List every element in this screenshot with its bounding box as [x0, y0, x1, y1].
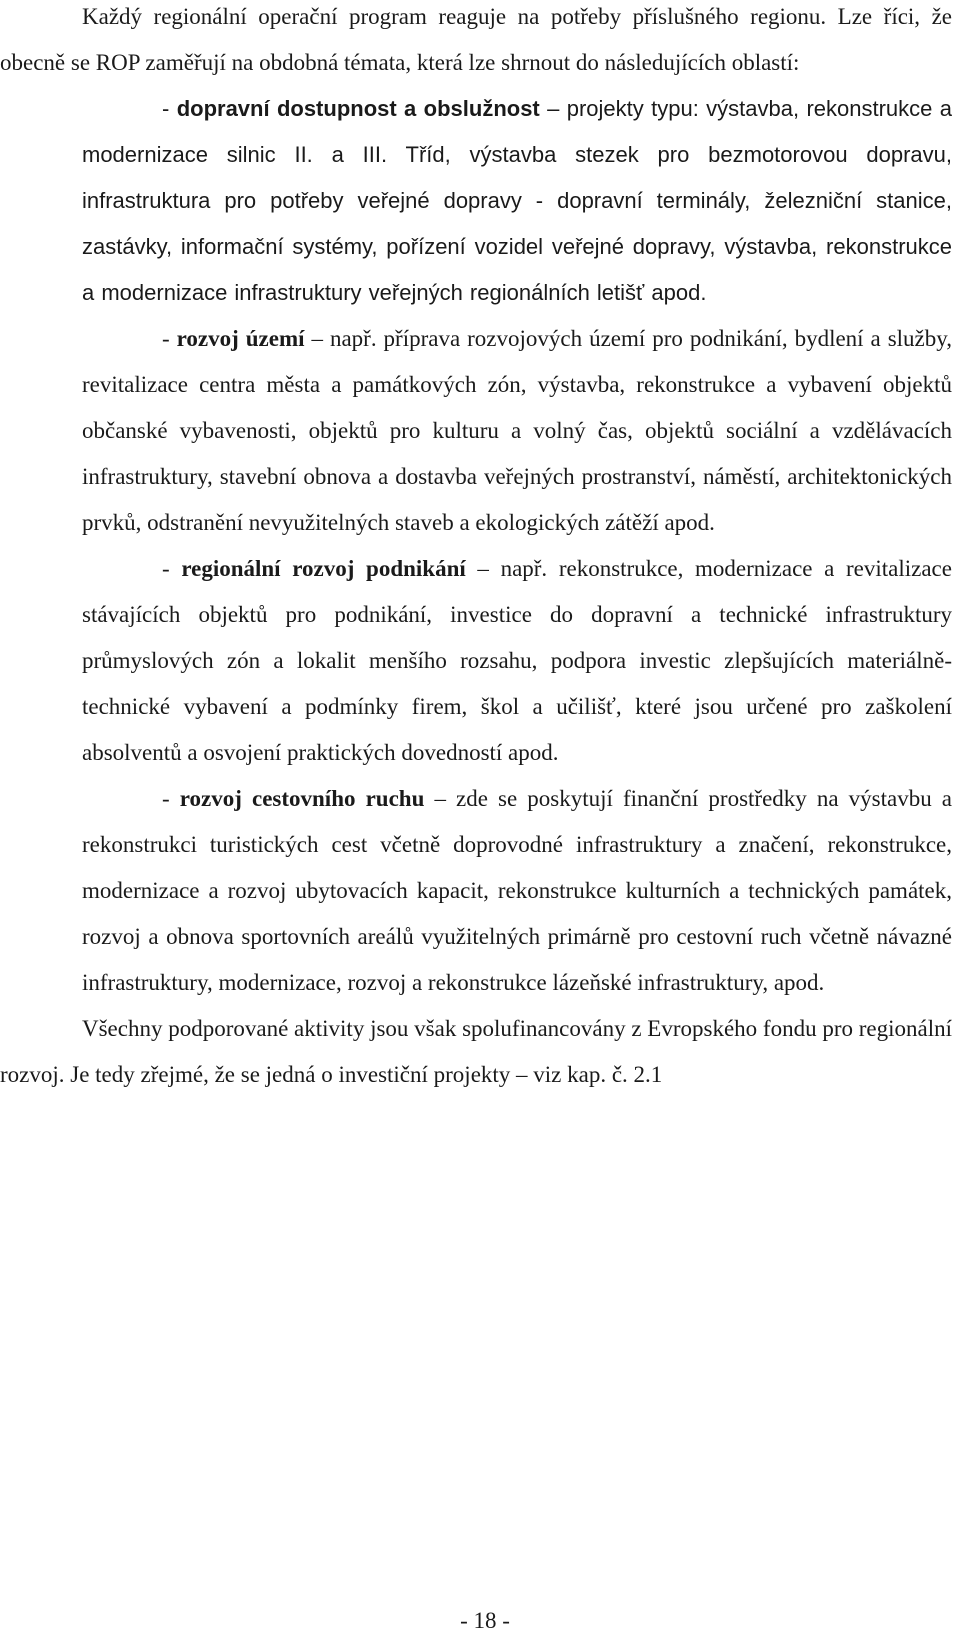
list-bullet: -: [162, 96, 177, 121]
list-item-text: – zde se poskytují finanční prostředky na výstavbu a rekonstrukci turistických cest včetně doprovodné infrastruktury a značení, rekonstrukce, modernizace a rozvoj ubytovacích kapacit, rekonstrukce kulturních a technických památek, rozvoj a obnova sportovních areálů využitelných primárně pro cestovní ruch včetně návazné infrastruktury, modernizace, rozvoj a rekonstrukce lázeňské infrastruktury, apod.: [82, 786, 953, 995]
list-item-territory: [82, 316, 952, 546]
list-item-text: – projekty typu: výstavba, rekonstrukce a modernizace silnic II. a III. Tříd, výstavba stezek pro bezmotorovou dopravu, infrastruktura pro potřeby veřejné dopravy - dopravní terminály, železniční stanice, zastávky, informační systémy, pořízení vozidel veřejné dopravy, výstavba, rekonstrukce a modernizace infrastruktury veřejných regionálních letišť apod.: [82, 96, 952, 305]
list-item-text: – např. příprava rozvojových území pro podnikání, bydlení a služby, revitalizace centra města a památkových zón, výstavba, rekonstrukce a vybavení objektů občanské vybavenosti, objektů pro kulturu a volný čas, objektů sociální a vzdělávacích infrastruktury, stavební obnova a dostavba veřejných prostranství, náměstí, architektonických prvků, odstranění nevyužitelných staveb a ekologických zátěží apod.: [82, 326, 953, 535]
list-bullet: -: [162, 786, 180, 811]
list-item-term: regionální rozvoj podnikání: [181, 556, 466, 581]
closing-paragraph: Všechny podporované aktivity jsou však spolufinancovány z Evropského fondu pro regionální rozvoj. Je tedy zřejmé, že se jedná o investiční projekty – viz kap. č. 2.1: [0, 1016, 952, 1087]
list-bullet: -: [162, 556, 182, 581]
intro-paragraph: Každý regionální operační program reaguje na potřeby příslušného regionu. Lze říci, že obecně se ROP zaměřují na obdobná témata, která lze shrnout do následujících oblastí:: [0, 4, 952, 75]
list-item-business: [82, 546, 952, 776]
list-item-tourism: [82, 776, 952, 1006]
list-item-term: dopravní dostupnost a obslužnost: [176, 96, 540, 121]
list-item-term: rozvoj cestovního ruchu: [179, 786, 425, 811]
list-bullet: -: [162, 326, 177, 351]
list-item-transport: [82, 86, 952, 316]
list-item-text: – např. rekonstrukce, modernizace a revitalizace stávajících objektů pro podnikání, investice do dopravní a technické infrastruktury průmyslových zón a lokalit menšího rozsahu, podpora investic zlepšujících materiálně-technické vybavení a podmínky firem, škol a učilišť, které jsou určené pro zaškolení absolventů a osvojení praktických dovedností apod.: [82, 556, 952, 765]
list-item-term: rozvoj území: [176, 326, 305, 351]
page-number: - 18 -: [460, 1608, 510, 1633]
